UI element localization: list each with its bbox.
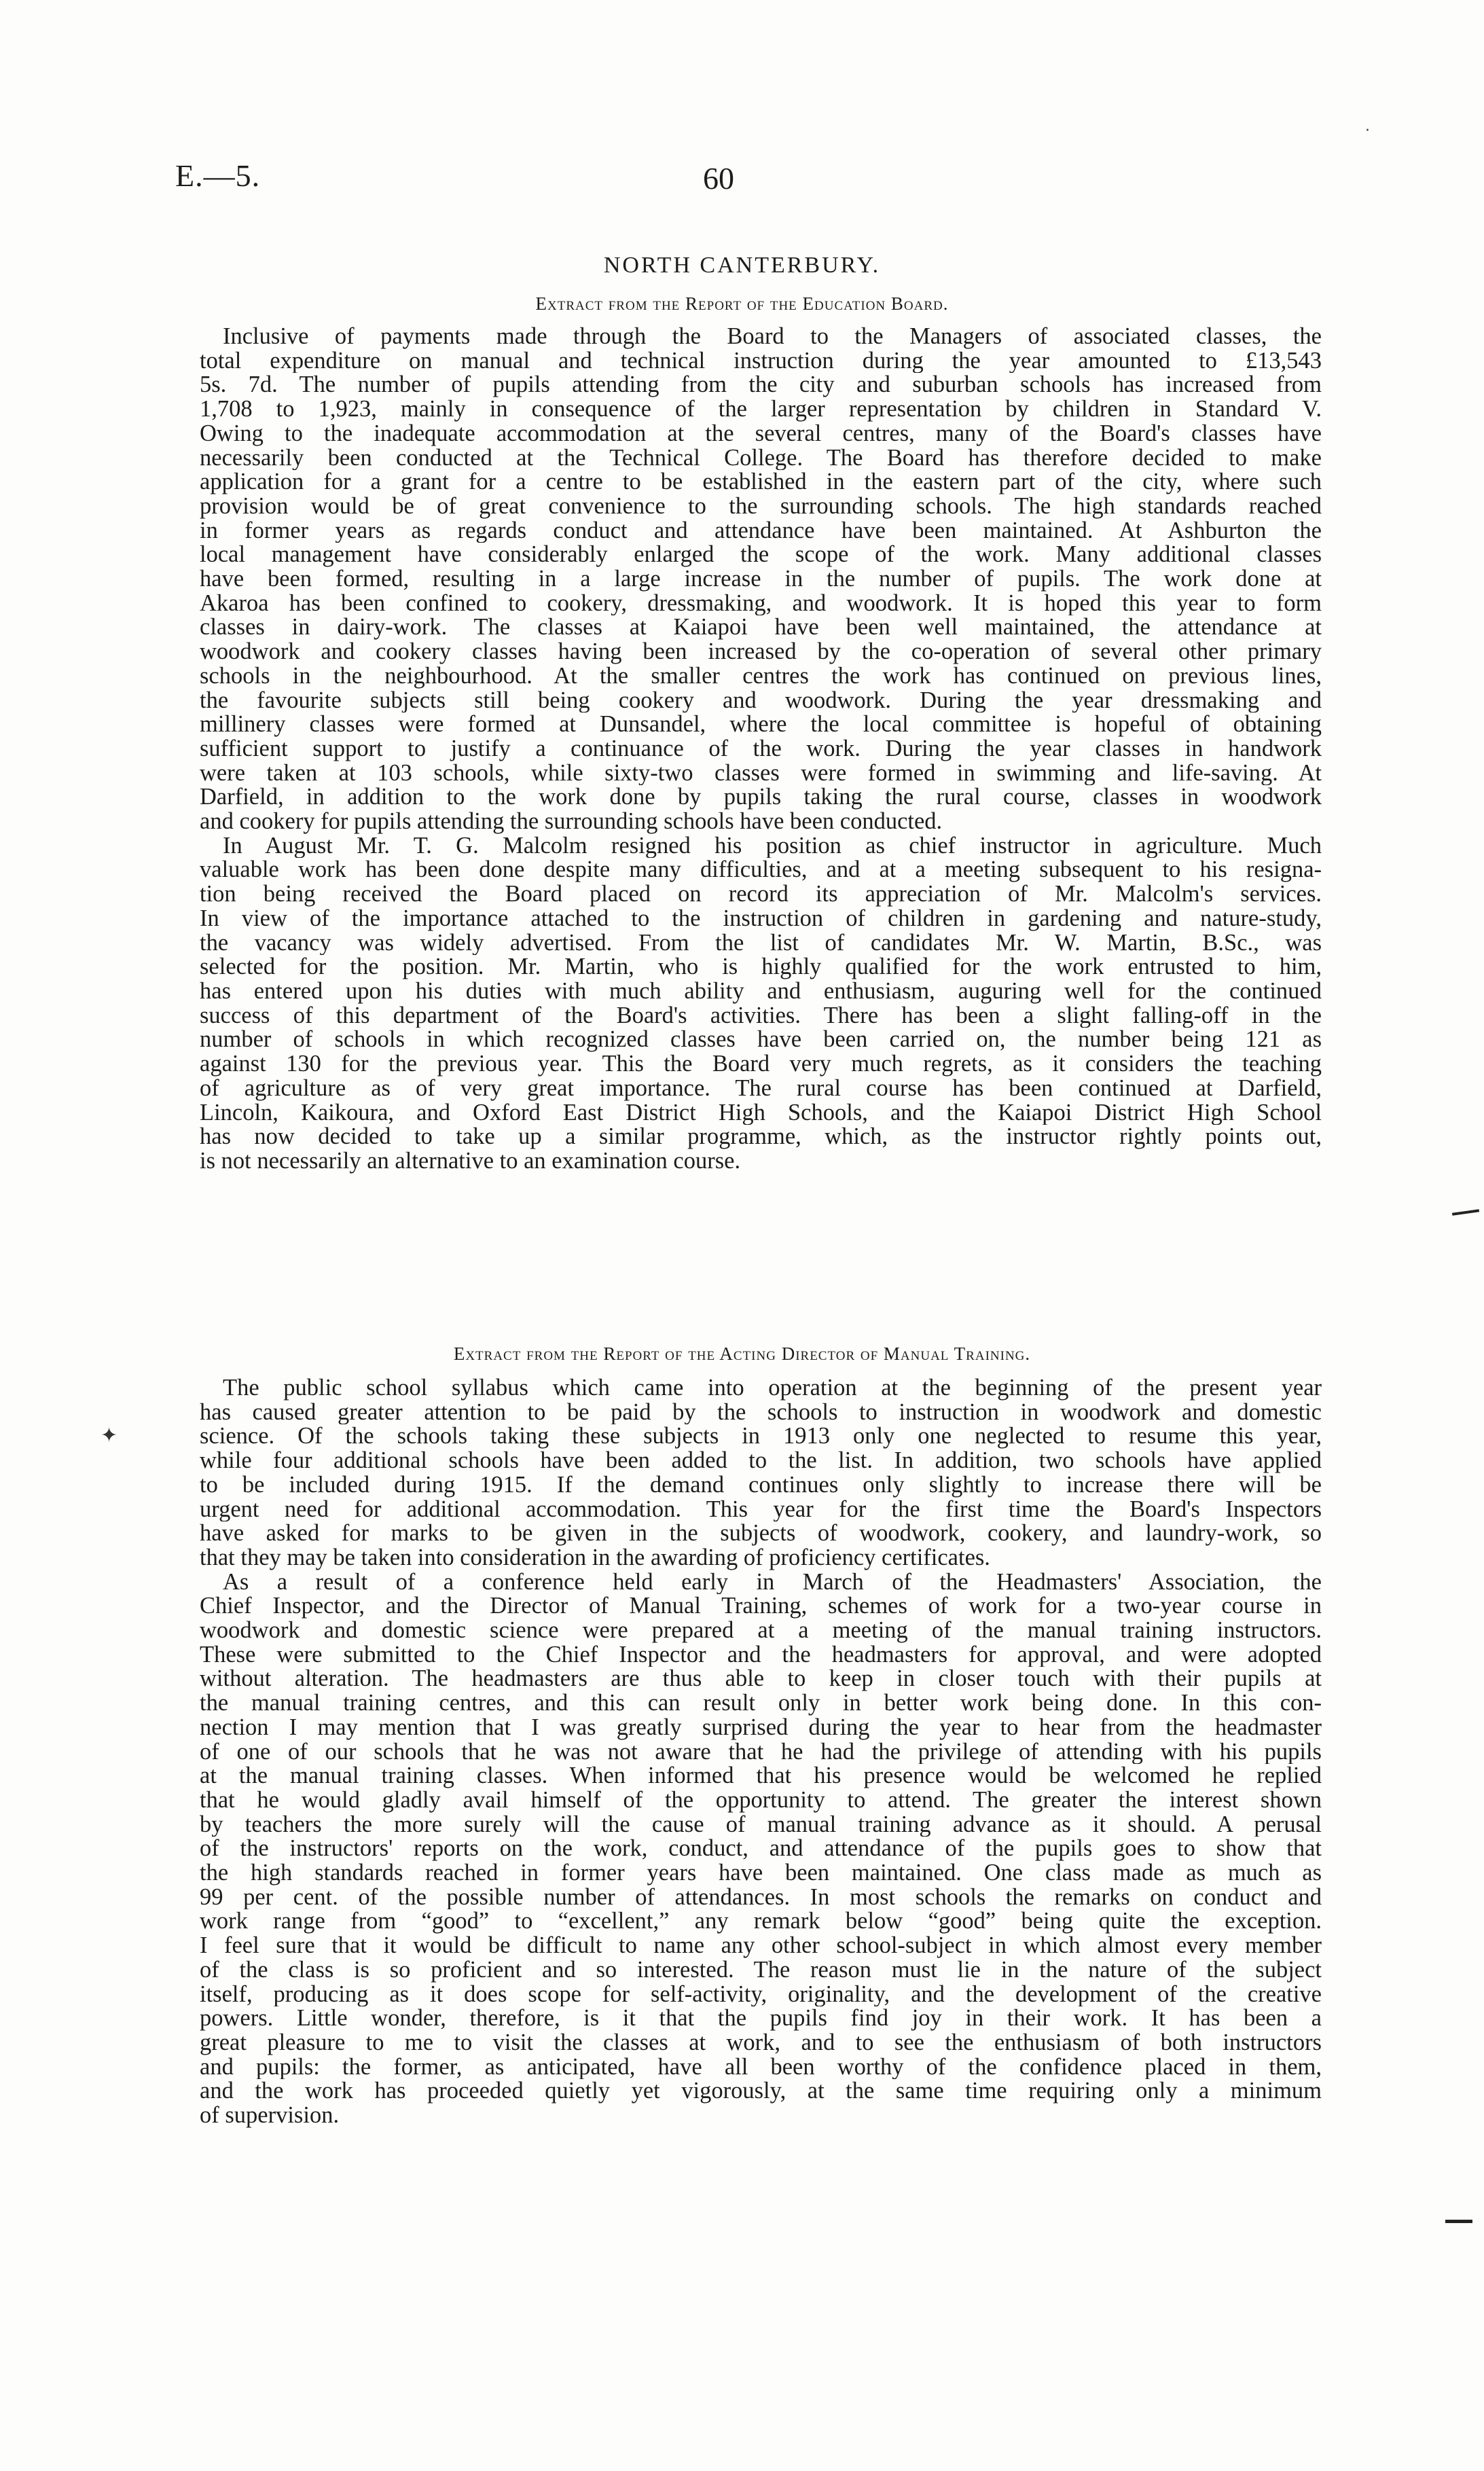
text-line: I feel sure that it would be difficult to name any other school-subject in which almost every member	[200, 1934, 1322, 1958]
text-line: the vacancy was widely advertised. From the list of candidates Mr. W. Martin, B.Sc., was	[200, 931, 1322, 956]
text-line: that he would gladly avail himself of the opportunity to attend. The greater the interest shown	[200, 1788, 1322, 1813]
text-line: selected for the position. Mr. Martin, who is highly qualified for the work entrusted to him,	[200, 955, 1322, 979]
section-title: NORTH CANTERBURY.	[603, 253, 881, 278]
text-line: woodwork and domestic science were prepared at a meeting of the manual training instructors.	[200, 1619, 1322, 1643]
text-line: were taken at 103 schools, while sixty-two classes were formed in swimming and life-saving. At	[200, 761, 1322, 786]
text-line: have asked for marks to be given in the subjects of woodwork, cookery, and laundry-work, so	[200, 1521, 1322, 1546]
text-line: necessarily been conducted at the Technical College. The Board has therefore decided to make	[200, 446, 1322, 471]
text-line: As a result of a conference held early in March of the Headmasters' Association, the	[223, 1570, 1322, 1595]
text-line: nection I may mention that I was greatly surprised during the year to hear from the headmaster	[200, 1715, 1322, 1740]
text-line: classes in dairy-work. The classes at Kaiapoi have been well maintained, the attendance at	[200, 615, 1322, 641]
page-number: 60	[703, 161, 734, 196]
text-line: powers. Little wonder, therefore, is it that the pupils find joy in their work. It has been a	[200, 2006, 1322, 2031]
text-line: Owing to the inadequate accommodation at the several centres, many of the Board's classes have	[200, 421, 1322, 446]
text-line: have been formed, resulting in a large increase in the number of pupils. The work done at	[200, 567, 1322, 592]
text-line: at the manual training classes. When informed that his presence would be welcomed he replied	[200, 1764, 1322, 1788]
text-line: against 130 for the previous year. This the Board very much regrets, as it considers the teaching	[200, 1052, 1322, 1077]
text-line: to be included during 1915. If the demand continues only slightly to increase there will be	[200, 1473, 1322, 1498]
text-line: application for a grant for a centre to be established in the eastern part of the city, where such	[200, 470, 1322, 494]
text-line: sufficient support to justify a continuance of the work. During the year classes in handwork	[200, 736, 1322, 761]
text-line: provision would be of great convenience to the surrounding schools. The high standards reached	[200, 494, 1322, 519]
text-line: Akaroa has been confined to cookery, dressmaking, and woodwork. It is hoped this year to form	[200, 591, 1322, 616]
text-line: The public school syllabus which came into operation at the beginning of the present year	[223, 1376, 1322, 1401]
text-line: has caused greater attention to be paid by the schools to instruction in woodwork and domestic	[200, 1400, 1322, 1425]
text-line: Lincoln, Kaikoura, and Oxford East District High Schools, and the Kaiapoi District High School	[200, 1100, 1322, 1125]
text-line: the favourite subjects still being cookery and woodwork. During the year dressmaking and	[200, 688, 1322, 713]
text-line: is not necessarily an alternative to an examination course.	[200, 1149, 741, 1174]
text-line: millinery classes were formed at Dunsandel, where the local committee is hopeful of obtaining	[200, 713, 1322, 737]
text-line: great pleasure to me to visit the classes at work, and to see the enthusiasm of both instructors	[200, 2030, 1322, 2055]
text-line: total expenditure on manual and technical instruction during the year amounted to £13,543	[200, 348, 1322, 374]
margin-mark: ·	[1365, 122, 1370, 139]
text-line: woodwork and cookery classes having been increased by the co-operation of several other primary	[200, 640, 1322, 664]
text-line: the manual training centres, and this can result only in better work being done. In this con-	[200, 1691, 1322, 1716]
margin-mark: ✦	[101, 1424, 118, 1447]
text-line: Chief Inspector, and the Director of Manual Training, schemes of work for a two-year course in	[200, 1594, 1322, 1619]
text-line: tion being received the Board placed on record its appreciation of Mr. Malcolm's services.	[200, 882, 1322, 907]
text-line: urgent need for additional accommodation. This year for the first time the Board's Inspectors	[200, 1497, 1322, 1522]
text-line: in former years as regards conduct and attendance have been maintained. At Ashburton the	[200, 518, 1322, 543]
text-line: local management have considerably enlarged the scope of the work. Many additional classes	[200, 543, 1322, 568]
text-line: and cookery for pupils attending the surrounding schools have been conducted.	[200, 810, 943, 834]
text-line: schools in the neighbourhood. At the smaller centres the work has continued on previous lines,	[200, 664, 1322, 689]
text-line: has now decided to take up a similar programme, which, as the instructor rightly points out,	[200, 1125, 1322, 1149]
text-line: In August Mr. T. G. Malcolm resigned his position as chief instructor in agriculture. Much	[223, 833, 1322, 859]
text-line: Inclusive of payments made through the Board to the Managers of associated classes, the	[223, 325, 1322, 349]
text-line: 5s. 7d. The number of pupils attending from the city and suburban schools has increased from	[200, 373, 1322, 398]
text-line: of one of our schools that he was not aware that he had the privilege of attending with his pupils	[200, 1739, 1322, 1765]
extract-body-manual-training	[200, 1376, 1322, 2128]
text-line: the high standards reached in former years have been maintained. One class made as much as	[200, 1861, 1322, 1886]
text-line: while four additional schools have been added to the list. In addition, two schools have applied	[200, 1449, 1322, 1473]
text-line: work range from “good” to “excellent,” any remark below “good” being quite the exception.	[200, 1909, 1322, 1934]
text-line: without alteration. The headmasters are thus able to keep in closer touch with their pupils at	[200, 1667, 1322, 1692]
text-line: success of this department of the Board's activities. There has been a slight falling-off in the	[200, 1003, 1322, 1028]
text-line: number of schools in which recognized classes have been carried on, the number being 121 as	[200, 1028, 1322, 1053]
text-line: by teachers the more surely will the cause of manual training advance as it should. A perusal	[200, 1812, 1322, 1837]
margin-mark	[1452, 1209, 1479, 1216]
text-line: of the instructors' reports on the work, conduct, and attendance of the pupils goes to show that	[200, 1837, 1322, 1862]
text-line: 99 per cent. of the possible number of attendances. In most schools the remarks on conduct and	[200, 1885, 1322, 1910]
text-line: and pupils: the former, as anticipated, have all been worthy of the confidence placed in them,	[200, 2055, 1322, 2080]
text-line: These were submitted to the Chief Inspector and the headmasters for approval, and were adopted	[200, 1642, 1322, 1667]
text-line: has entered upon his duties with much ability and enthusiasm, auguring well for the continued	[200, 979, 1322, 1004]
text-line: 1,708 to 1,923, mainly in consequence of the larger representation by children in Standard V.	[200, 397, 1322, 422]
text-line: Darfield, in addition to the work done by pupils taking the rural course, classes in woodwork	[200, 785, 1322, 810]
extract-heading-manual-training: Extract from the Report of the Acting Director of Manual Training.	[453, 1343, 1031, 1364]
text-line: In view of the importance attached to the instruction of children in gardening and nature-study,	[200, 906, 1322, 931]
text-line: itself, producing as it does scope for self-activity, originality, and the development of the creative	[200, 1982, 1322, 2007]
text-line: of agriculture as of very great importance. The rural course has been continued at Darfield,	[200, 1076, 1322, 1101]
document-reference: E.—5.	[175, 158, 261, 193]
text-line: valuable work has been done despite many difficulties, and at a meeting subsequent to his resigna-	[200, 858, 1322, 883]
text-line: of supervision.	[200, 2104, 340, 2128]
margin-mark	[1445, 2220, 1472, 2223]
text-line: that they may be taken into consideration in the awarding of proficiency certificates.	[200, 1545, 990, 1570]
text-line: of the class is so proficient and so interested. The reason must lie in the nature of the subject	[200, 1958, 1322, 1983]
extract-heading-education-board: Extract from the Report of the Education Board.	[535, 293, 949, 314]
text-line: and the work has proceeded quietly yet vigorously, at the same time requiring only a minimum	[200, 2079, 1322, 2104]
text-line: science. Of the schools taking these subjects in 1913 only one neglected to resume this year,	[200, 1424, 1322, 1449]
extract-body-education-board	[200, 325, 1322, 1174]
